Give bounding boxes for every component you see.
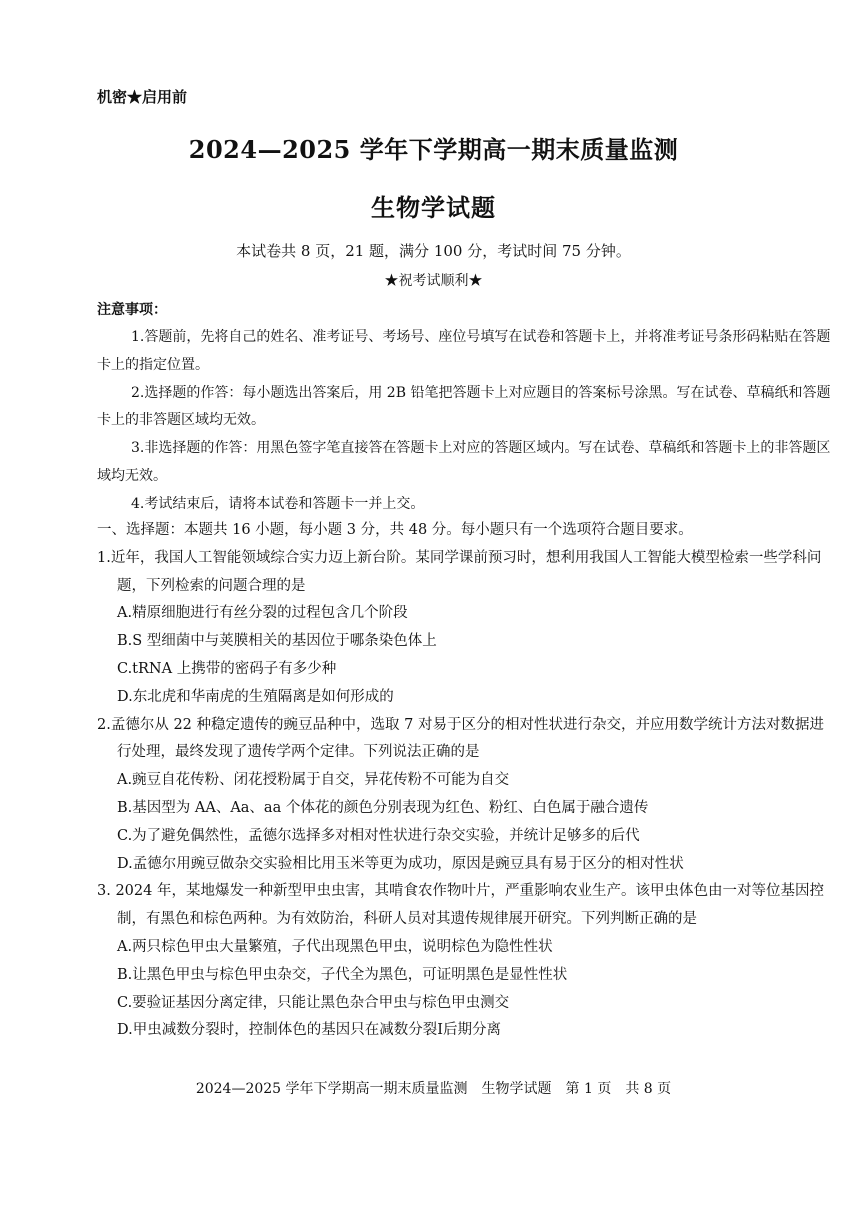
section-heading: 一、选择题：本题共 16 小题，每小题 3 分，共 48 分。每小题只有一个选项符合题目要求。 [97, 522, 693, 538]
option-b: B.基因型为 AA、Aa、aa 个体花的颜色分别表现为红色、粉红、白色属于融合遗传 [117, 799, 649, 816]
question-2 [97, 712, 835, 879]
subject-title: 生物学试题 [371, 193, 496, 222]
question-stem: 2.孟德尔从 22 种稳定遗传的豌豆品种中，选取 7 对易于区分的相对性状进行杂交，并应用数学统计方法对数据进行处理，最终发现了遗传学两个定律。下列说法正确的是 [97, 716, 824, 761]
exam-title: 2024—2025 学年下学期高一期末质量监测 [188, 135, 679, 164]
option-d: D.孟德尔用豌豆做杂交实验相比用玉米等更为成功，原因是豌豆具有易于区分的相对性状 [117, 855, 684, 872]
question-1 [97, 545, 835, 712]
option-b: B.S 型细菌中与荚膜相关的基因位于哪条染色体上 [117, 633, 437, 650]
note-item: 2.选择题的作答：每小题选出答案后，用 2B 铅笔把答题卡上对应题目的答案标号涂黑。写在试卷、草稿纸和答题卡上的非答题区域均无效。 [97, 384, 831, 429]
option-d: D.东北虎和华南虎的生殖隔离是如何形成的 [117, 688, 394, 705]
question-3 [97, 878, 835, 1045]
page-footer [0, 1078, 867, 1098]
option-a: A.精原细胞进行有丝分裂的过程包含几个阶段 [117, 605, 408, 622]
footer-exam-title: 2024—2025 学年下学期高一期末质量监测 [195, 1081, 468, 1097]
footer-subject: 生物学试题 [481, 1081, 552, 1097]
option-a: A.两只棕色甲虫大量繁殖，子代出现黑色甲虫，说明棕色为隐性性状 [117, 938, 553, 955]
note-item: 4.考试结束后，请将本试卷和答题卡一并上交。 [131, 495, 425, 512]
option-b: B.让黑色甲虫与棕色甲虫杂交，子代全为黑色，可证明黑色是显性性状 [117, 966, 568, 983]
questions-area [97, 517, 835, 1045]
notes-heading: 注意事项： [97, 302, 167, 318]
footer-page-number: 第 1 页 [565, 1081, 612, 1097]
option-c: C.为了避免偶然性，孟德尔选择多对相对性状进行杂交实验，并统计足够多的后代 [117, 827, 640, 844]
option-a: A.豌豆自花传粉、闭花授粉属于自交，异花传粉不可能为自交 [117, 772, 510, 789]
question-stem: 3. 2024 年，某地爆发一种新型甲虫虫害，其啃食农作物叶片，严重影响农业生产。该甲虫体色由一对等位基因控制，有黑色和棕色两种。为有效防治，科研人员对其遗传规律展开研究。下列判断正确的是 [97, 883, 824, 928]
option-d: D.甲虫减数分裂时，控制体色的基因只在减数分裂Ⅰ后期分离 [117, 1022, 501, 1039]
question-stem: 1.近年，我国人工智能领域综合实力迈上新台阶。某同学课前预习时，想利用我国人工智能大模型检索一些学科问题，下列检索的问题合理的是 [97, 549, 822, 594]
note-item: 3.非选择题的作答：用黑色签字笔直接答在答题卡上对应的答题区域内。写在试卷、草稿纸和答题卡上的非答题区域均无效。 [97, 440, 831, 484]
notes-list [97, 324, 835, 519]
option-c: C.要验证基因分离定律，只能让黑色杂合甲虫与棕色甲虫测交 [117, 994, 510, 1011]
note-item: 1.答题前，先将自己的姓名、准考证号、考场号、座位号填写在试卷和答题卡上，并将准考证号条形码粘贴在答题卡上的指定位置。 [97, 329, 831, 373]
footer-total-pages: 共 8 页 [625, 1081, 672, 1097]
exam-info: 本试卷共 8 页，21 题，满分 100 分，考试时间 75 分钟。 [236, 242, 631, 260]
confidential-mark: 机密★启用前 [97, 88, 188, 106]
good-luck-line: ★祝考试顺利★ [384, 273, 483, 289]
option-c: C.tRNA 上携带的密码子有多少种 [117, 660, 337, 677]
